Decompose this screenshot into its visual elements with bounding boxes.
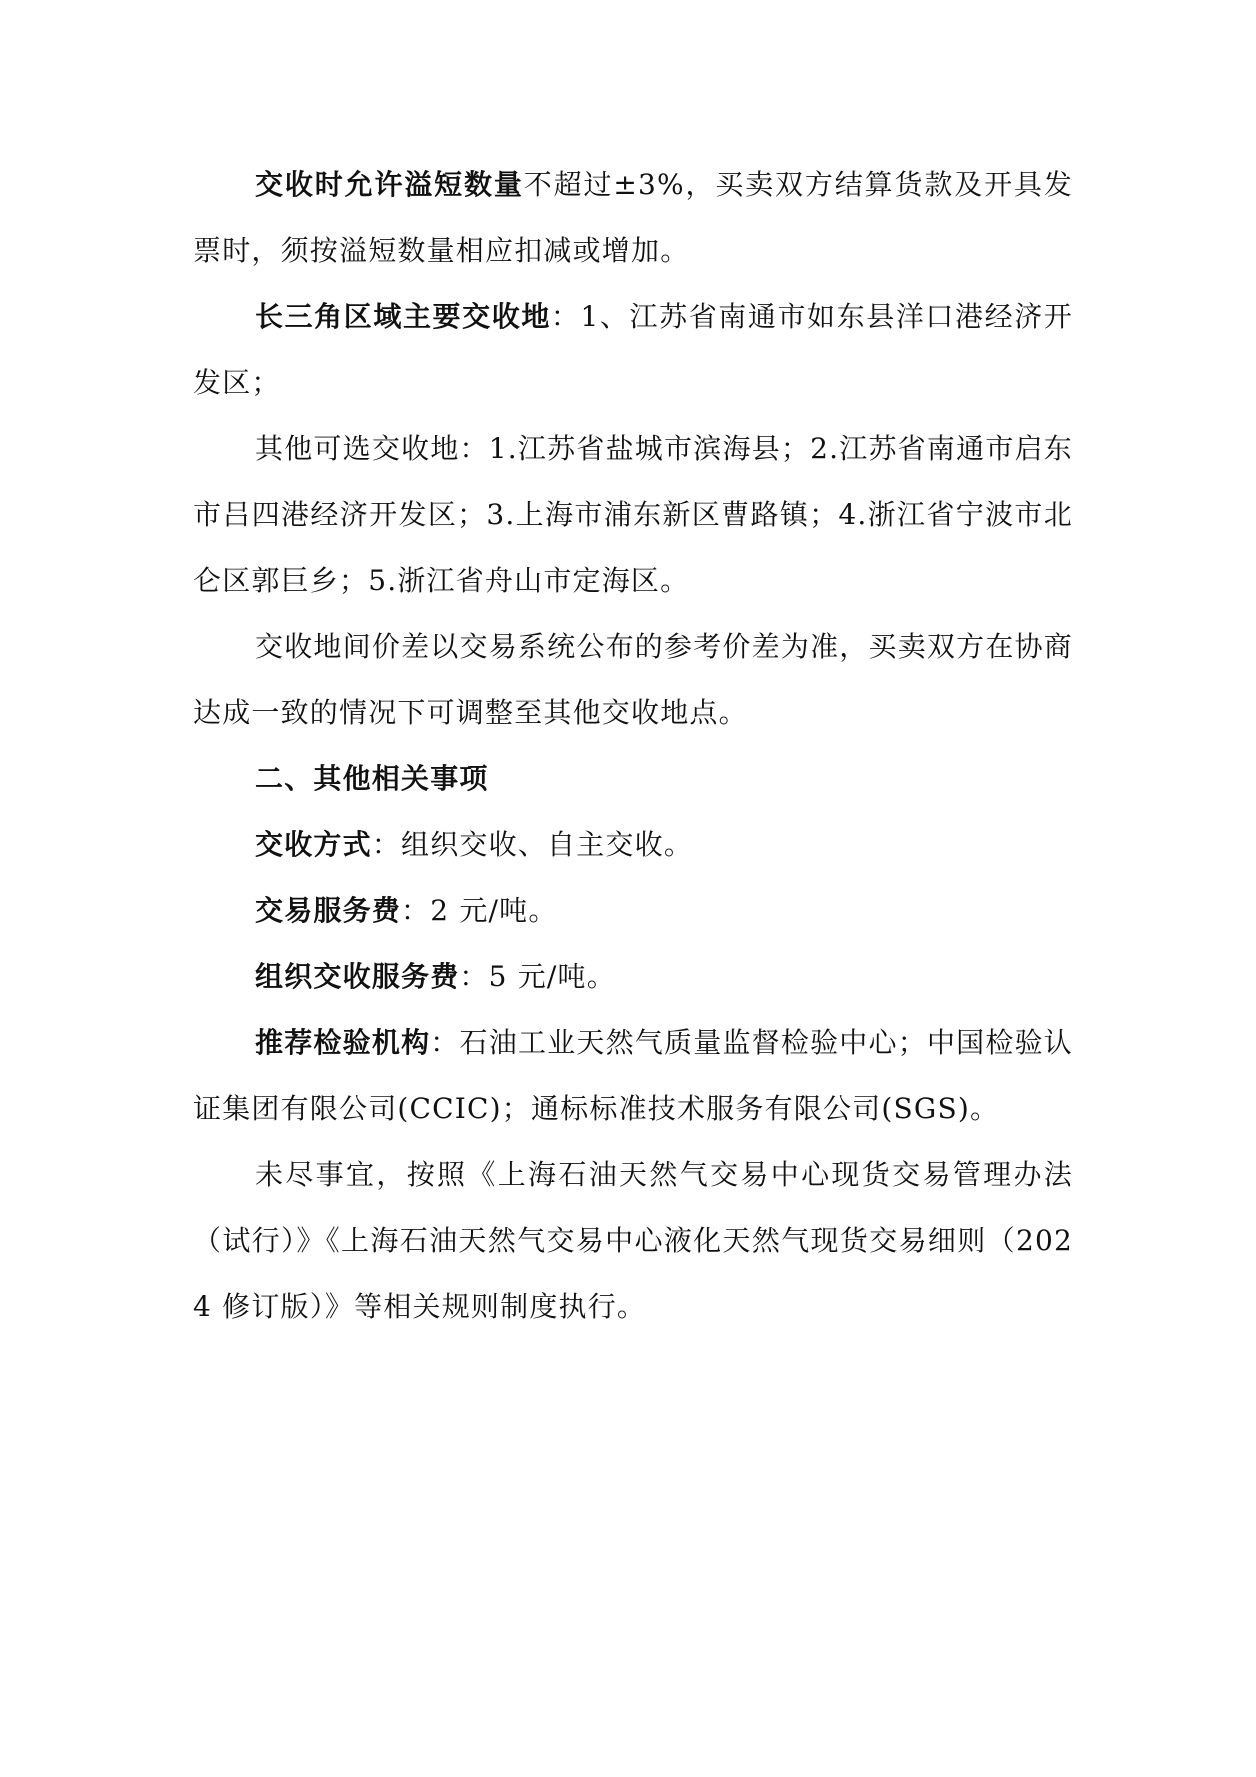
inspection-text: ：石油工业天然气质量监督检验中心；中国检验认证集团有限公司(CCIC)；通标标准技术服务有限公司(SGS)。: [193, 1026, 1074, 1125]
document-body: [193, 152, 1073, 1340]
delivery-fee-text: ：5 元/吨。: [459, 960, 616, 993]
delivery-fee-paragraph: [193, 944, 1073, 1010]
section-two-heading: 二、其他相关事项: [255, 762, 489, 795]
inspection-paragraph: [193, 1010, 1073, 1142]
delivery-method-label: 交收方式: [255, 828, 372, 861]
main-delivery-label: 长三角区域主要交收地: [255, 300, 551, 333]
main-delivery-paragraph: [193, 284, 1073, 416]
trade-fee-text: ：2 元/吨。: [401, 894, 558, 927]
trade-fee-paragraph: [193, 878, 1073, 944]
tolerance-label: 交收时允许溢短数量: [255, 168, 524, 201]
inspection-label: 推荐检验机构: [255, 1026, 431, 1059]
tolerance-text: 不超过±3%，买卖双方结算货款及开具发票时，须按溢短数量相应扣减或增加。: [193, 168, 1073, 267]
delivery-fee-label: 组织交收服务费: [255, 960, 460, 993]
main-delivery-text: ：1、江苏省南通市如东县洋口港经济开发区；: [193, 300, 1073, 399]
tolerance-paragraph: [193, 152, 1073, 284]
price-diff-paragraph: 交收地间价差以交易系统公布的参考价差为准，买卖双方在协商达成一致的情况下可调整至其他交收地点。: [193, 630, 1073, 729]
trade-fee-label: 交易服务费: [255, 894, 402, 927]
closing-paragraph: 未尽事宜，按照《上海石油天然气交易中心现货交易管理办法（试行）》《上海石油天然气交易中心液化天然气现货交易细则（2024 修订版）》等相关规则制度执行。: [193, 1158, 1073, 1323]
other-delivery-paragraph: 其他可选交收地：1.江苏省盐城市滨海县；2.江苏省南通市启东市吕四港经济开发区；3.上海市浦东新区曹路镇；4.浙江省宁波市北仑区郭巨乡；5.浙江省舟山市定海区。: [193, 432, 1073, 597]
delivery-method-paragraph: [193, 812, 1073, 878]
delivery-method-text: ：组织交收、自主交收。: [371, 828, 694, 861]
